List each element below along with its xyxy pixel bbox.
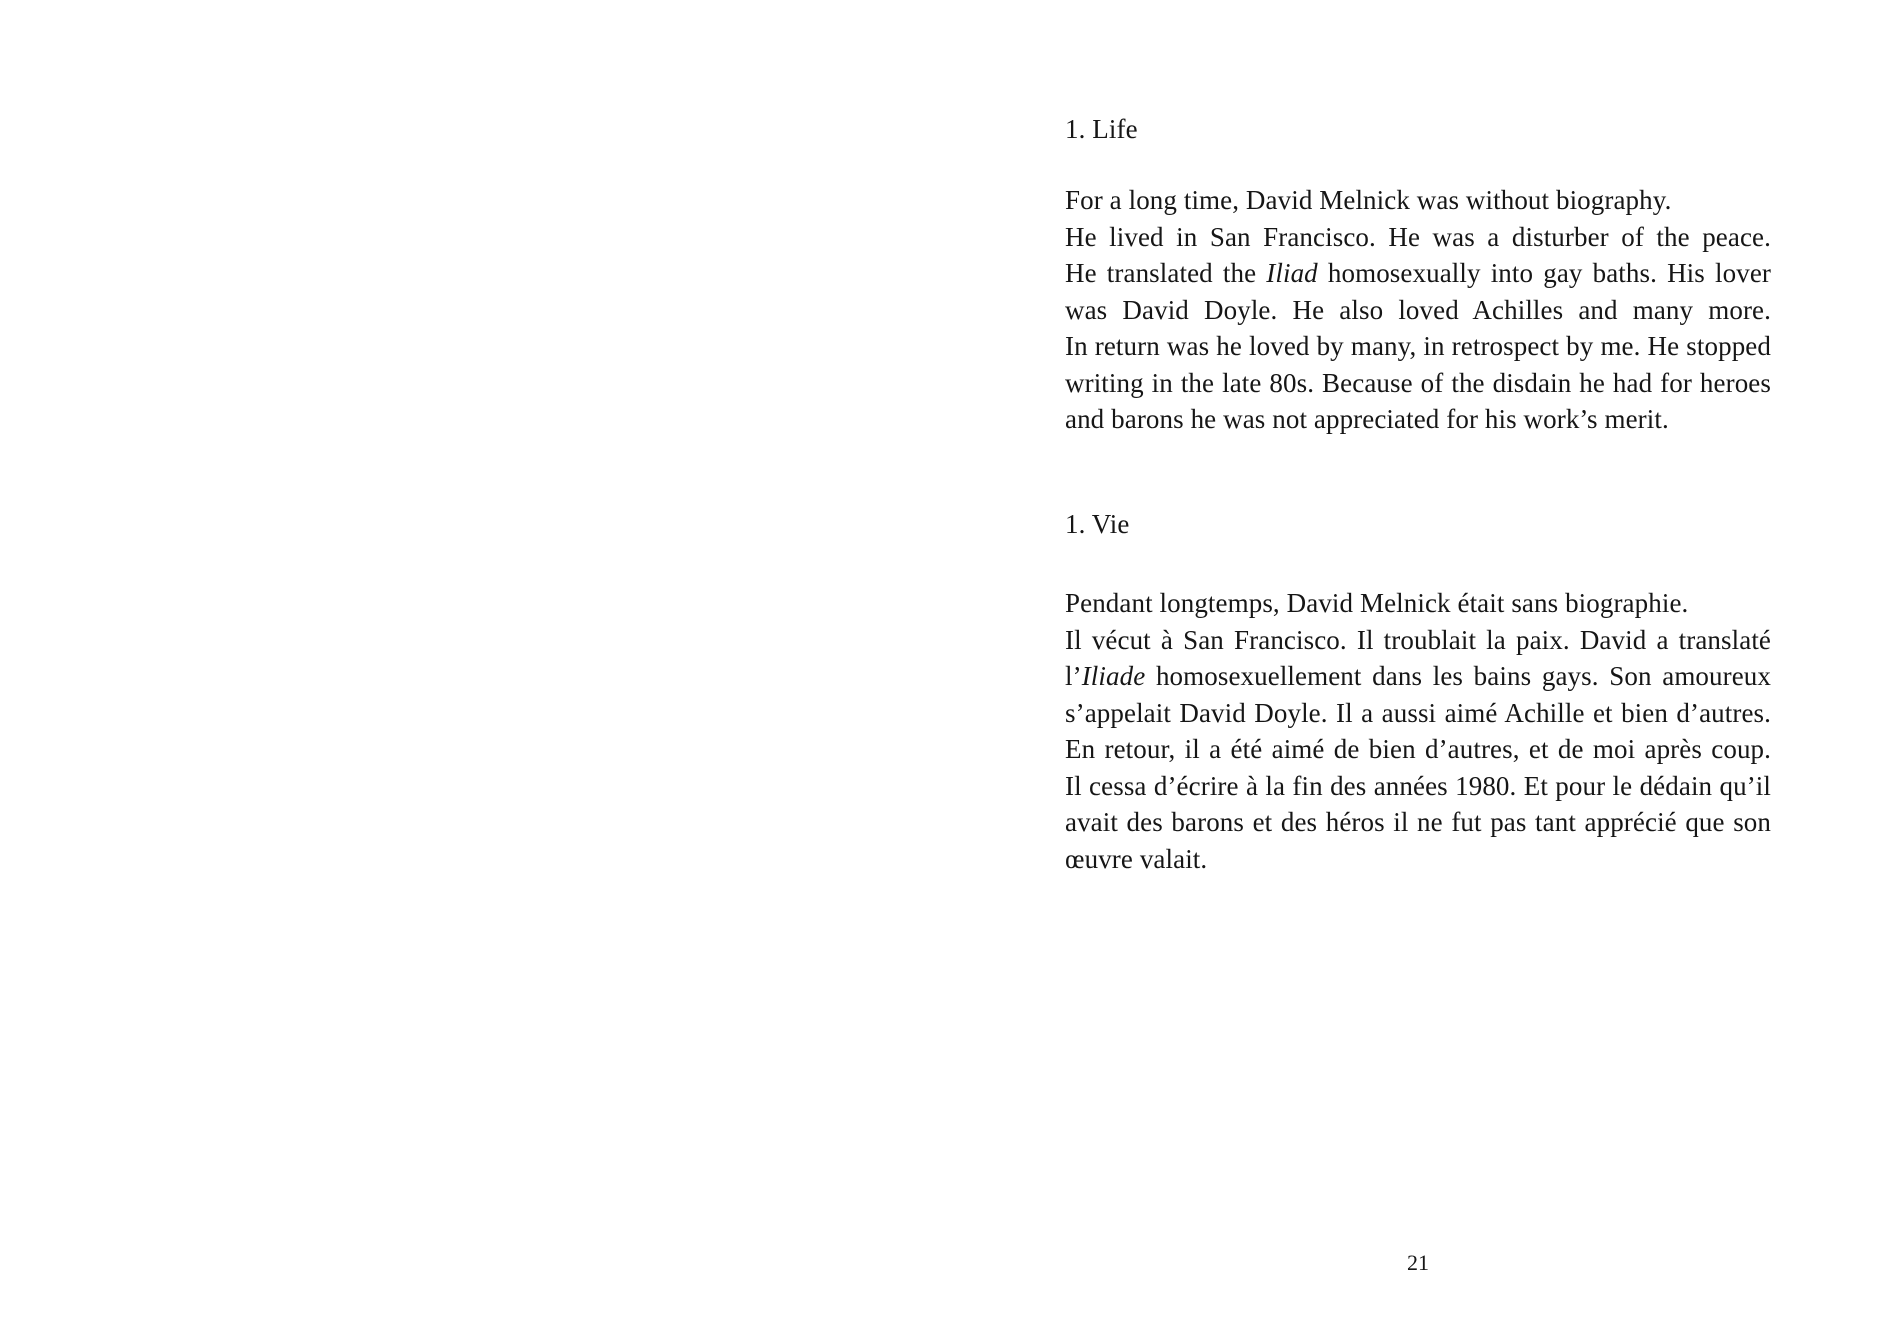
text-segment: s’appelait David Doyle. Il a aussi aimé Achille et bien d’autres. — [1065, 697, 1771, 728]
text-line — [1065, 804, 1771, 841]
text-line — [1065, 658, 1771, 695]
text-line — [1065, 255, 1771, 292]
text-segment: homosexuellement dans les bains gays. Son amoureux — [1145, 661, 1771, 691]
text-segment: In return was he loved by many, in retrospect by me. He stopped — [1065, 331, 1771, 361]
text-line — [1065, 768, 1771, 805]
text-segment: l’ — [1065, 661, 1082, 691]
text-line — [1065, 401, 1771, 438]
text-segment: For a long time, David Melnick was without biography. — [1065, 185, 1672, 215]
text-line — [1065, 731, 1771, 768]
text-line — [1065, 182, 1771, 219]
italic-book-title: Iliad — [1266, 258, 1318, 288]
text-segment: He lived in San Francisco. He was a disturber of the peace. — [1065, 221, 1771, 252]
text-line — [1065, 292, 1771, 329]
text-segment: Pendant longtemps, David Melnick était sans biographie. — [1065, 588, 1689, 618]
text-segment: He translated the — [1065, 258, 1267, 288]
text-segment: homosexually into gay baths. His lover — [1317, 258, 1771, 288]
paragraph-french — [1065, 585, 1771, 877]
text-segment: En retour, il a été aimé de bien d’autres, et de moi après coup. — [1065, 734, 1771, 764]
text-segment: and barons he was not appreciated for his work’s merit. — [1065, 404, 1669, 434]
text-line — [1065, 695, 1771, 732]
section-heading-french: 1. Vie — [1065, 509, 1130, 539]
page-number: 21 — [1407, 1250, 1429, 1275]
section-heading-english: 1. Life — [1065, 114, 1138, 144]
text-segment: Il vécut à San Francisco. Il troublait la paix. David a translaté — [1065, 624, 1771, 655]
text-line — [1065, 841, 1771, 878]
text-segment: avait des barons et des héros il ne fut pas tant apprécié que son — [1065, 807, 1771, 837]
paragraph-english — [1065, 182, 1771, 438]
text-line — [1065, 219, 1771, 256]
text-line — [1065, 622, 1771, 659]
text-line — [1065, 365, 1771, 402]
text-segment: Il cessa d’écrire à la fin des années 1980. Et pour le dédain qu’il — [1065, 770, 1771, 801]
italic-book-title: Iliade — [1081, 661, 1146, 691]
text-segment: œuvre valait. — [1065, 843, 1208, 874]
text-line — [1065, 328, 1771, 365]
text-line — [1065, 585, 1771, 622]
text-segment: was David Doyle. He also loved Achilles and many more. — [1065, 294, 1771, 325]
text-segment: writing in the late 80s. Because of the disdain he had for heroes — [1065, 367, 1771, 398]
